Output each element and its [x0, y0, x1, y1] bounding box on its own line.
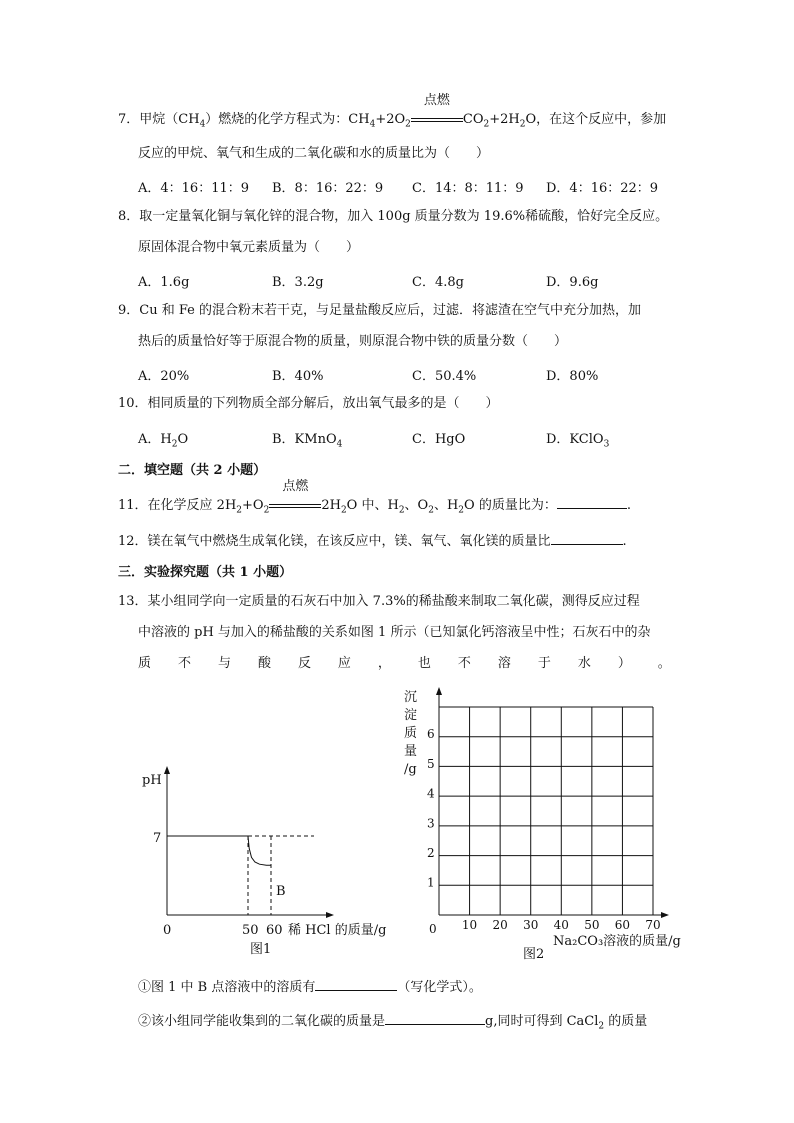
- fig2-x-arrow: [661, 912, 669, 918]
- fig2-xtick: 30: [523, 918, 539, 932]
- q13-line3-char: ，: [377, 656, 391, 671]
- fig2-xtick: 60: [614, 918, 631, 932]
- fig2-xtick: 20: [492, 918, 508, 932]
- q13-line3-char: 不: [457, 656, 471, 671]
- q9-option-a: A．20%: [138, 369, 190, 384]
- fig2-ylabel-char: /g: [404, 762, 417, 777]
- fig2-xtick: 0: [429, 922, 437, 936]
- figure-2-chart: [395, 685, 690, 965]
- q8-line1: 8．取一定量氧化铜与氧化锌的混合物，加入 100g 质量分数为 19.6%稀硫酸，恰好完全反应。: [118, 209, 669, 224]
- fig2-xtick: 50: [584, 918, 600, 932]
- q10-option-a: A．$H_2O$: [138, 432, 189, 450]
- q8-option-a: A．1.6g: [138, 275, 190, 290]
- q9-option-d: D．80%: [546, 369, 599, 384]
- fig2-xtick: 70: [645, 918, 661, 932]
- fig1-x-arrow: [326, 912, 334, 918]
- q13-line3: [138, 656, 671, 672]
- fig2-title: 图2: [523, 947, 545, 962]
- q7-line1: 7．甲烷$(CH_4)$燃烧的化学方程式为：$CH_4+2O_2$ 点燃 $CO_2+2H_2O$，在这个反应中，参加: [118, 93, 667, 130]
- fig1-ylabel: pH: [142, 773, 162, 788]
- q10-option-d: D．KClO$_3$: [546, 432, 610, 450]
- fig2-xlabel: Na₂CO₃溶液的质量/g: [553, 934, 681, 949]
- fig1-xtick-0: 0: [163, 923, 172, 938]
- fig2-ylabel-char: 淀: [404, 708, 418, 723]
- q13-line3-char: 也: [417, 656, 431, 671]
- q13-sub2: ②该小组同学能收集到的二氧化碳的质量是 g,同时可得到 CaCl$_2$ 的质量: [138, 1011, 647, 1035]
- section-2-heading: 二．填空题（共 2 小题）: [118, 463, 267, 478]
- q9-line1: 9．Cu 和 Fe 的混合粉末若干克，与足量盐酸反应后，过滤．将滤渣在空气中充分加热，加: [118, 303, 641, 318]
- q13-line3-char: 于: [537, 656, 551, 671]
- fig2-ylabel-char: 沉: [404, 690, 418, 705]
- q13-line3-char: 。: [657, 656, 671, 671]
- q10-option-c: C．HgO: [412, 432, 466, 447]
- fig2-ytick: 4: [427, 786, 435, 801]
- fig2-ytick: 3: [427, 816, 435, 831]
- q13-sub1: ①图 1 中 B 点溶液中的溶质有 （写化学式）。: [138, 977, 482, 996]
- fig2-ylabel-char: 质: [404, 726, 418, 741]
- q13-line3-char: 溶: [497, 656, 511, 671]
- fig1-xtick-60: 60: [266, 923, 283, 938]
- q13-line3-char: 不: [177, 656, 191, 671]
- q13-line3-char: 酸: [257, 656, 271, 671]
- q11-reaction-condition: 点燃: [269, 496, 321, 514]
- fig2-xtick: 40: [553, 918, 569, 932]
- figure-1-chart: [130, 760, 400, 960]
- q13-line3-char: 与: [217, 656, 231, 671]
- q8-option-b: B．3.2g: [272, 275, 324, 290]
- q8-line2: 原固体混合物中氧元素质量为（ ）: [138, 240, 360, 255]
- q13-line2: 中溶液的 pH 与加入的稀盐酸的关系如图 1 所示（已知氯化钙溶液呈中性；石灰石中的杂: [138, 625, 651, 640]
- fig1-title: 图1: [250, 942, 272, 957]
- q11-line: 11．在化学反应 $2H_2+O_2$ 点燃 $2H_2O$ 中、$H_2$、$O_2$、$H_2O$ 的质量比为： .: [118, 479, 631, 516]
- fig2-ytick: 5: [427, 756, 435, 771]
- q7-option-a: A．4：16：11：9: [138, 181, 250, 196]
- q7-option-d: D．4：16：22：9: [546, 181, 659, 196]
- fig1-point-b-label: B: [276, 884, 286, 899]
- fig1-y-arrow: [164, 766, 170, 774]
- q7-reaction-condition: 点燃: [411, 110, 463, 128]
- fig1-ph-curve: [248, 836, 271, 865]
- fig1-xlabel: 稀 HCl 的质量/g: [288, 923, 387, 938]
- fig2-y-arrow: [436, 687, 442, 695]
- q7-option-b: B．8：16：22：9: [272, 181, 384, 196]
- fig2-grid: [436, 687, 653, 915]
- fig2-ytick: 6: [427, 727, 435, 742]
- q9-line2: 热后的质量恰好等于原混合物的质量，则原混合物中铁的质量分数（ ）: [138, 334, 568, 349]
- section-3-heading: 三．实验探究题（共 1 小题）: [118, 565, 293, 580]
- q9-option-b: B．40%: [272, 369, 324, 384]
- q13-line3-char: 应: [337, 656, 351, 671]
- q7-option-c: C．14：8：11：9: [412, 181, 524, 196]
- q12-line: 12．镁在氧气中燃烧生成氧化镁，在该反应中，镁、氧气、氧化镁的质量比 .: [118, 531, 627, 550]
- q11-answer-blank[interactable]: [557, 495, 627, 509]
- fig1-xtick-50: 50: [242, 923, 259, 938]
- q13-line3-char: ）: [617, 656, 631, 671]
- fig2-ytick: 1: [427, 875, 435, 890]
- q10-option-b: B．KMnO$_4$: [272, 432, 343, 450]
- fig1-ytick-7: 7: [153, 831, 162, 846]
- q9-option-c: C．50.4%: [412, 369, 477, 384]
- q12-answer-blank[interactable]: [551, 531, 623, 545]
- q13-line3-char: 质: [138, 656, 152, 671]
- q7-line2: 反应的甲烷、氧气和生成的二氧化碳和水的质量比为（ ）: [138, 146, 490, 161]
- fig2-ylabel-char: 量: [404, 744, 418, 759]
- fig2-xtick: 10: [461, 918, 478, 932]
- q13-line1: 13．某小组同学向一定质量的石灰石中加入 7.3%的稀盐酸来制取二氧化碳，测得反应过程: [118, 594, 640, 609]
- q13-sub1-answer-blank[interactable]: [315, 977, 397, 991]
- q13-line3-char: 水: [577, 656, 591, 671]
- q8-option-c: C．4.8g: [412, 275, 464, 290]
- q10-line1: 10．相同质量的下列物质全部分解后，放出氧气最多的是（ ）: [118, 396, 499, 411]
- fig2-yticks: [427, 727, 435, 890]
- q13-sub2-answer-blank[interactable]: [385, 1011, 485, 1025]
- fig2-ylabel: [404, 690, 417, 777]
- q13-line3-char: 反: [297, 656, 311, 671]
- q8-option-d: D．9.6g: [546, 275, 599, 290]
- fig2-ytick: 2: [427, 846, 435, 861]
